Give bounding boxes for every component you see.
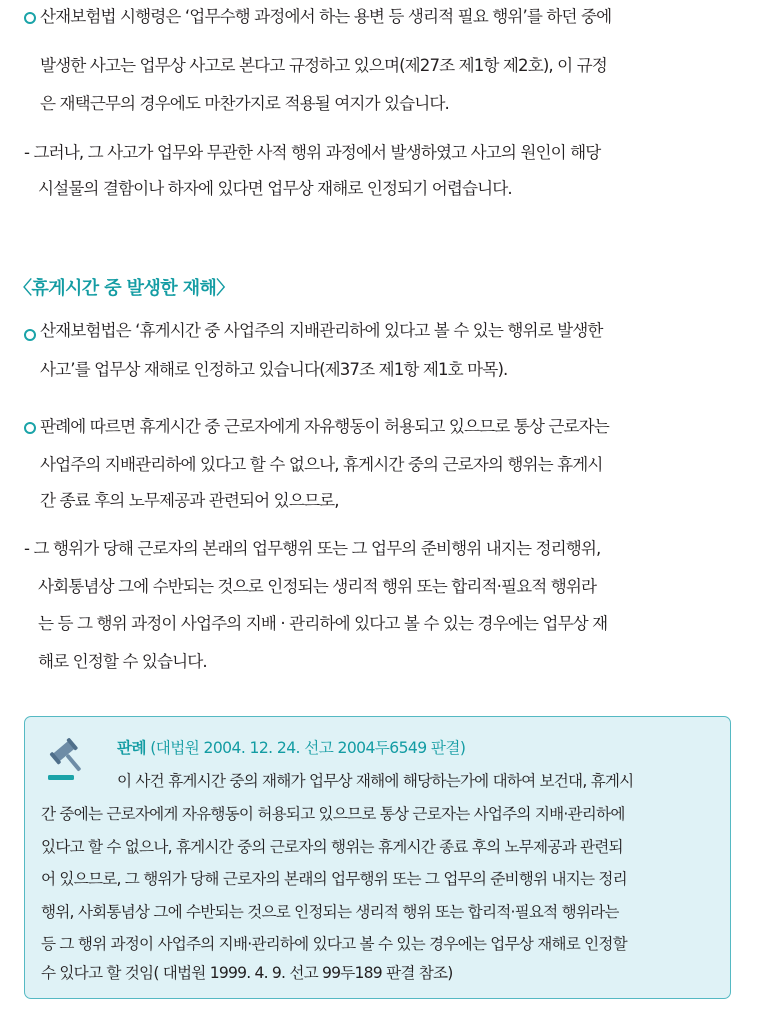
case-text-line: 간 중에는 근로자에게 자유행동이 허용되고 있으므로 통상 근로자는 사업주의 지배·관리하에 xyxy=(41,805,625,823)
case-text-line: 이 사건 휴게시간 중의 재해가 업무상 재해에 해당하는가에 대하여 보건대, 휴게시 xyxy=(117,772,634,790)
text-line: 사고’를 업무상 재해로 인정하고 있습니다(제37조 제1항 제1호 마목). xyxy=(40,360,508,379)
case-citation: (대법원 2004. 12. 24. 선고 2004두6549 판결) xyxy=(150,739,466,757)
text-line: 은 재택근무의 경우에도 마찬가지로 적용될 여지가 있습니다. xyxy=(40,94,449,113)
case-title xyxy=(117,737,465,759)
case-law-box xyxy=(24,716,731,999)
text-line: 는 등 그 행위 과정이 사업주의 지배 · 관리하에 있다고 볼 수 있는 경우에는 업무상 재 xyxy=(38,614,608,633)
text-line: 발생한 사고는 업무상 사고로 본다고 규정하고 있으며(제27조 제1항 제2호), 이 규정 xyxy=(40,56,607,75)
text-line: 산재보험법은 ‘휴게시간 중 사업주의 지배관리하에 있다고 볼 수 있는 행위로 발생한 xyxy=(40,321,603,340)
text-line: - 그 행위가 당해 근로자의 본래의 업무행위 또는 그 업무의 준비행위 내지는 정리행위, xyxy=(24,539,601,558)
text-line: 간 종료 후의 노무제공과 관련되어 있으므로, xyxy=(40,491,339,510)
case-label: 판례 xyxy=(117,739,146,757)
case-text-line: 등 그 행위 과정이 사업주의 지배·관리하에 있다고 볼 수 있는 경우에는 업무상 재해로 인정할 xyxy=(41,935,627,953)
text-line: 해로 인정할 수 있습니다. xyxy=(38,652,207,671)
text-line: 사회통념상 그에 수반되는 것으로 인정되는 생리적 행위 또는 합리적·필요적 행위라 xyxy=(38,577,597,596)
text-line: 판례에 따르면 휴게시간 중 근로자에게 자유행동이 허용되고 있으므로 통상 근로자는 xyxy=(40,417,609,436)
section-heading: 〈휴게시간 중 발생한 재해〉 xyxy=(14,278,234,299)
case-text-line: 있다고 할 수 없으나, 휴게시간 중의 근로자의 행위는 휴게시간 종료 후의 노무제공과 관련되 xyxy=(41,838,623,856)
case-text-line: 수 있다고 할 것임( 대법원 1999. 4. 9. 선고 99두189 판결 참조) xyxy=(41,964,453,982)
case-text-line: 어 있으므로, 그 행위가 당해 근로자의 본래의 업무행위 또는 그 업무의 준비행위 내지는 정리 xyxy=(41,870,627,888)
text-line: - 그러나, 그 사고가 업무와 무관한 사적 행위 과정에서 발생하였고 사고의 원인이 해당 xyxy=(24,143,601,162)
ring-bullet-icon xyxy=(24,422,36,434)
text-line: 시설물의 결함이나 하자에 있다면 업무상 재해로 인정되기 어렵습니다. xyxy=(38,179,512,198)
ring-bullet-icon xyxy=(24,329,36,341)
gavel-icon xyxy=(45,737,91,783)
ring-bullet-icon xyxy=(24,12,36,24)
text-line: 사업주의 지배관리하에 있다고 할 수 없으나, 휴게시간 중의 근로자의 행위는 휴게시 xyxy=(40,455,603,474)
text-line: 산재보험법 시행령은 ‘업무수행 과정에서 하는 용변 등 생리적 필요 행위’를 하던 중에 xyxy=(40,7,612,26)
case-text-line: 행위, 사회통념상 그에 수반되는 것으로 인정되는 생리적 행위 또는 합리적·필요적 행위라는 xyxy=(41,903,619,921)
